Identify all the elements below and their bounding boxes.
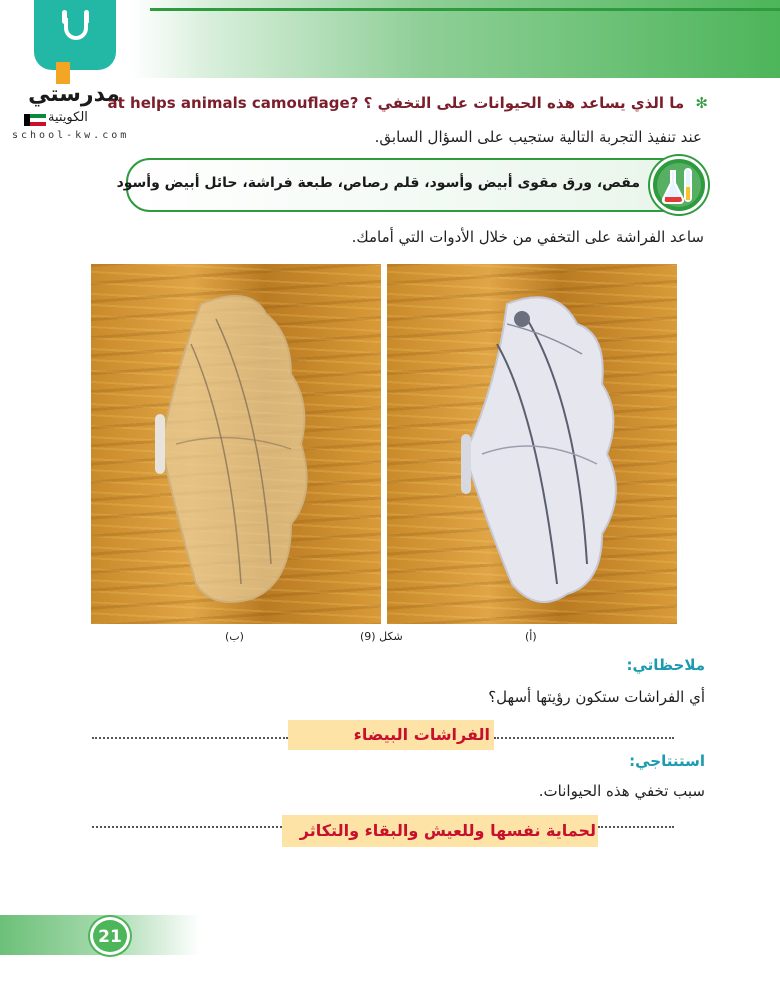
- logo-subname: الكويتية: [48, 110, 88, 125]
- section-question: [107, 94, 708, 118]
- tools-list: مقص، ورق مقوى أبيض وأسود، قلم رصاص، طبعة فراشة، حائل أبيض وأسود: [116, 175, 640, 191]
- answer-line-left: [92, 737, 288, 739]
- moth-photo-white: [387, 264, 677, 624]
- logo-name: مدرستي: [28, 82, 120, 107]
- conclusion-question: سبب تخفي هذه الحيوانات.: [538, 782, 705, 800]
- page-number: 21: [90, 917, 130, 955]
- notes-question: أي الفراشات ستكون رؤيتها أسهل؟: [488, 688, 705, 706]
- figure-label-a: (أ): [525, 630, 537, 643]
- moth-body: [155, 414, 165, 474]
- star-icon: ✻: [695, 94, 708, 112]
- school-logo: [8, 0, 138, 150]
- answer-line-left: [92, 826, 282, 828]
- notes-heading: ملاحظاتي:: [626, 656, 705, 674]
- intro-text: عند تنفيذ التجربة التالية ستجيب على السؤال السابق.: [374, 128, 702, 146]
- conclusion-heading: استنتاجي:: [629, 752, 705, 770]
- tools-box: [116, 158, 706, 212]
- question-arabic: ما الذي يساعد هذه الحيوانات على التخفي ؟: [363, 94, 685, 112]
- conclusion-answer: لحماية نفسها وللعيش والبقاء والتكاثر: [282, 815, 598, 847]
- flask-icon: [650, 156, 708, 214]
- pencil-icon: [56, 62, 70, 84]
- question-english: at helps animals camouflage?: [107, 94, 359, 112]
- answer-line-right: [598, 826, 674, 828]
- kuwait-flag-icon: [24, 114, 46, 126]
- moth-photo-camouflaged: [91, 264, 381, 624]
- figure-label-b: (ب): [225, 630, 244, 643]
- smile-icon: [64, 18, 88, 40]
- logo-badge: [34, 0, 116, 70]
- figure-caption: شكل (9): [360, 630, 403, 643]
- header-band: [130, 0, 780, 78]
- header-line: [150, 8, 780, 11]
- notes-answer: الفراشات البيضاء: [288, 720, 494, 750]
- instruction-text: ساعد الفراشة على التخفي من خلال الأدوات التي أمامك.: [351, 228, 704, 246]
- moth-body: [461, 434, 471, 494]
- logo-url: school-kw.com: [12, 130, 130, 141]
- answer-line-right: [494, 737, 674, 739]
